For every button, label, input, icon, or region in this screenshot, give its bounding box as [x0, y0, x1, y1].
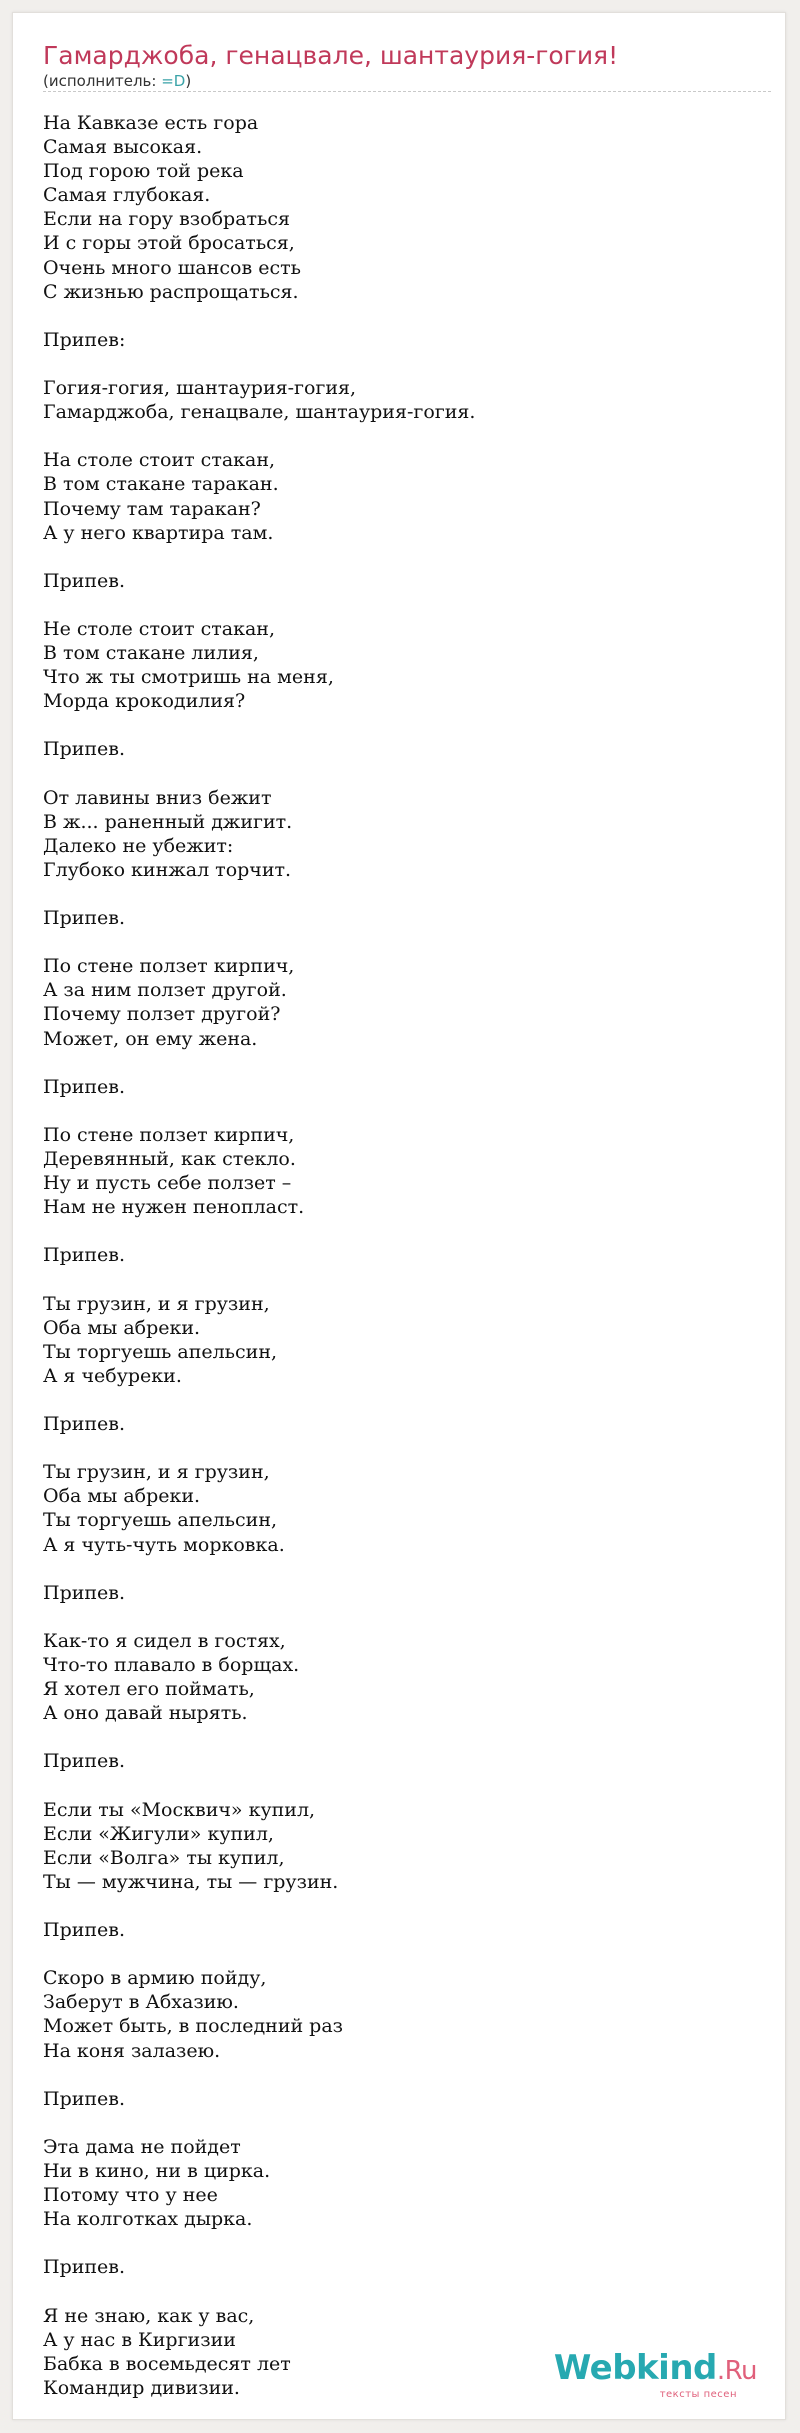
logo-main-text: Webkind	[553, 2348, 717, 2388]
song-header	[43, 41, 773, 91]
song-title: Гамарджоба, генацвале, шантаурия-гогия!	[43, 41, 619, 70]
logo-wordmark	[554, 2350, 757, 2389]
artist-link[interactable]: =D	[161, 72, 186, 90]
site-logo[interactable]	[554, 2350, 757, 2401]
artist-prefix: (исполнитель:	[43, 72, 162, 90]
artist-suffix: )	[185, 72, 192, 90]
lyrics-text: На Кавказе есть гора Самая высокая. Под горою той река Самая глубокая. Если на гору взобраться И с горы этой бросаться, Очень много шансов есть С жизнью распрощаться. Припев: Гогия-гогия, шантаурия-гогия, Гамарджоба, генацвале, шантаурия-гогия. На столе стоит стакан, В том стакане таракан. Почему там таракан? А у него квартира там. Припев. Не столе стоит стакан, В том стакане лилия, Что ж ты смотришь на меня, Морда крокодилия? Припев. От лавины вниз бежит В ж... раненный джигит. Далеко не убежит: Глубоко кинжал торчит. Припев. По стене ползет кирпич, А за ним ползет другой. Почему ползет другой? Может, он ему жена. Припев. По стене ползет кирпич, Деревянный, как стекло. Ну и пусть себе ползет – Нам не нужен пенопласт. Припев. Ты грузин, и я грузин, Оба мы абреки. Ты торгуешь апельсин, А я чебуреки. Припев. Ты грузин, и я грузин, Оба мы абреки. Ты торгуешь апельсин, А я чуть-чуть морковка. Припев. Как-то я сидел в гостях, Что-то плавало в борщах. Я хотел его поймать, А оно давай нырять. Припев. Если ты «Москвич» купил, Если «Жигули» купил, Если «Волга» ты купил, Ты — мужчина, ты — грузин. Припев. Скоро в армию пойду, Заберут в Абхазию. Может быть, в последний раз На коня залазею. Припев. Эта дама не пойдет Ни в кино, ни в цирка. Потому что у нее На колготках дырка. Припев. Я не знаю, как у вас, А у нас в Киргизии Бабка в восемьдесят лет Командир дивизии.	[43, 112, 476, 2399]
content-card	[12, 12, 786, 2420]
logo-subtitle: тексты песен	[659, 2389, 737, 2400]
logo-domain-text: .Ru	[716, 2356, 757, 2386]
dashed-divider	[43, 91, 771, 92]
artist-line	[43, 71, 773, 91]
